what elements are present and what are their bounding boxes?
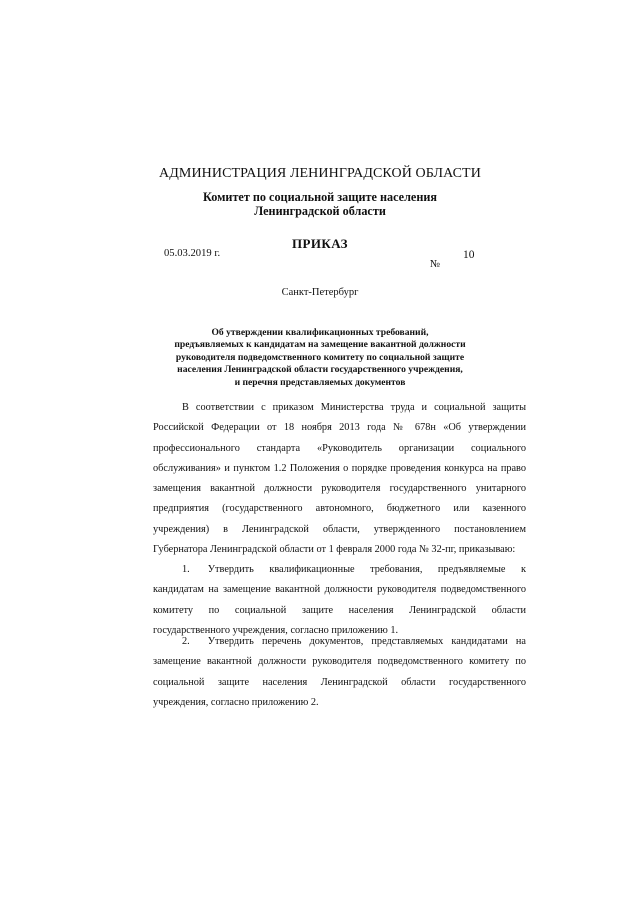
- subject-line: Об утверждении квалификационных требований,: [211, 327, 429, 338]
- item-text: замещение вакантной должности руководителя подведомственного комитету по социальной защите населения Ленинградской области государственного учреждения, согласно приложению 2.: [153, 656, 526, 708]
- item-number: 2.: [182, 636, 190, 647]
- order-subject: [0, 327, 640, 389]
- item-first-line: [153, 560, 526, 580]
- subject-line: населения Ленинградской области государственного учреждения,: [177, 364, 463, 376]
- order-number: 10: [463, 249, 475, 261]
- preamble-paragraph: В соответствии с приказом Министерства труда и социальной защиты Российской Федерации от 18 ноября 2013 года № 678н «Об утверждении профессионального стандарта «Руководитель организации социального обслуживания» и пунктом 1.2 Положения о порядке проведения конкурса на право замещения вакантной должности руководителя государственного унитарного предприятия (государственного автономного, бюджетного или казенного учреждения) в Ленинградской области, утвержденного постановлением Губернатора Ленинградской области от 1 февраля 2000 года № 32-пг, приказываю:: [153, 402, 526, 556]
- item-word: на: [515, 636, 526, 647]
- order-date: 05.03.2019 г.: [164, 248, 221, 259]
- committee-name-line-2: Ленинградской области: [254, 204, 386, 218]
- item-word: кандидатами: [451, 636, 508, 647]
- item-word: представляемых: [371, 636, 444, 647]
- committee-name-line-1: Комитет по социальной защите населения: [203, 190, 437, 204]
- item-word: документов,: [309, 636, 364, 647]
- item-word: квалификационные: [269, 564, 355, 575]
- item-word: к: [520, 564, 526, 575]
- item-word: предъявляемые: [437, 564, 506, 575]
- order-item-2: [153, 632, 526, 713]
- order-item-1: [153, 560, 526, 641]
- item-text: кандидатам на замещение вакантной должности руководителя подведомственного комитету по социальной защите населения Ленинградской области государственного учреждения, согласно приложению 1.: [153, 584, 526, 636]
- number-sign: №: [430, 259, 441, 270]
- subject-line: руководителя подведомственного комитету по социальной защите: [175, 351, 465, 363]
- item-word: Утвердить: [207, 636, 254, 647]
- item-first-line: [153, 632, 526, 652]
- document-type-title: ПРИКАЗ: [292, 236, 348, 251]
- preamble-section: [153, 398, 526, 560]
- subject-line: предъявляемых к кандидатам на замещение вакантной должности: [174, 339, 466, 351]
- item-word: Утвердить: [207, 564, 254, 575]
- committee-name: [0, 190, 640, 218]
- subject-line: и перечня представляемых документов: [234, 376, 406, 388]
- item-number: 1.: [182, 564, 190, 575]
- city-name: Санкт-Петербург: [281, 287, 359, 298]
- item-word: перечень: [261, 636, 302, 647]
- organization-name: АДМИНИСТРАЦИЯ ЛЕНИНГРАДСКОЙ ОБЛАСТИ: [159, 166, 481, 181]
- item-word: требования,: [370, 564, 423, 575]
